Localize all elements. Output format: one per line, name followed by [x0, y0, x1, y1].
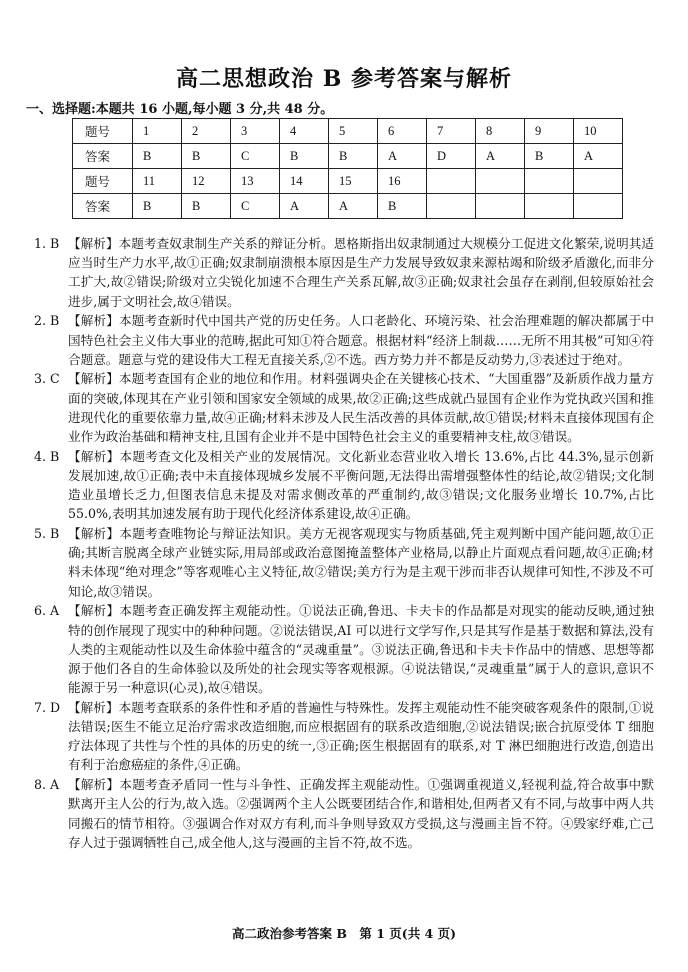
question-number: 5. B — [34, 526, 60, 542]
answer-table-cell: 6 — [378, 119, 427, 144]
answer-table-cell: 1 — [133, 119, 182, 144]
question-number: 8. A — [34, 777, 60, 793]
answer-table-cell: A — [280, 194, 329, 219]
answer-table-cell: B — [525, 144, 574, 169]
answer-table-cell: A — [378, 144, 427, 169]
answer-table-cell: A — [329, 194, 378, 219]
answer-table-cell: 7 — [427, 119, 476, 144]
explanation-item — [34, 311, 654, 369]
question-number: 6. A — [34, 603, 60, 619]
answer-table-cell: 16 — [378, 169, 427, 194]
answer-table-cell — [574, 194, 623, 219]
answer-table-cell: B — [182, 194, 231, 219]
question-number: 3. C — [34, 371, 60, 387]
explanation-item — [34, 369, 654, 446]
document-title: 高二思想政治 B 参考答案与解析 — [176, 66, 512, 92]
answer-table-row-header: 题号 — [73, 119, 133, 144]
explanation-list — [34, 234, 654, 852]
answer-table-row — [73, 144, 623, 169]
answer-table — [72, 118, 623, 219]
question-number: 7. D — [34, 699, 61, 715]
answer-table-row-header: 答案 — [73, 144, 133, 169]
explanation-item — [34, 234, 654, 311]
answer-table-cell — [476, 169, 525, 194]
answer-table-cell: 2 — [182, 119, 231, 144]
answer-table-row-header: 题号 — [73, 169, 133, 194]
explanation-text: 【解析】本题考查矛盾同一性与斗争性、正确发挥主观能动性。①强调重视道义,轻视利益,符合故事中默默离开主人公的行为,故入选。②强调两个主人公既要团结合作,和谐相处,但两者又有不同,与故事中两人共同搬石的情节相符。③强调合作对双方有利,而斗争则导致双方受损,这与漫画主旨不符。④毁家纾难,亡己存人过于强调牺牲自己,成全他人,这与漫画的主旨不符,故不选。 — [68, 777, 654, 850]
answer-table-cell: B — [378, 194, 427, 219]
answer-table-cell — [476, 194, 525, 219]
answer-table-cell: B — [329, 144, 378, 169]
answer-table-cell: B — [280, 144, 329, 169]
answer-table-row — [73, 194, 623, 219]
answer-table-cell — [525, 194, 574, 219]
answer-table-cell: 11 — [133, 169, 182, 194]
answer-table-cell: A — [574, 144, 623, 169]
answer-table-cell: B — [133, 144, 182, 169]
explanation-item — [34, 447, 654, 524]
answer-table-cell: B — [182, 144, 231, 169]
explanation-text: 【解析】本题考查国有企业的地位和作用。材料强调央企在关键核心技术、“大国重器”及新质作战力量方面的突破,体现其在产业引领和国家安全领域的成果,故②正确;这些成就凸显国有企业作为党执政兴国和推进现代化的重要依靠力量,故④正确;材料未涉及人民生活改善的具体贡献,故①错误;材料未直接体现国有企业作为政治基础和精神支柱,且国有企业并不是中国特色社会主义的重要精神支柱,故③错误。 — [68, 371, 654, 445]
answer-table-row — [73, 169, 623, 194]
explanation-text: 【解析】本题考查唯物论与辩证法知识。美方无视客观现实与物质基础,凭主观判断中国产能问题,故①正确;其断言脱离全球产业链实际,用局部或政治意图掩盖整体产业格局,以静止片面观点看问题,故④正确;材料未体现“绝对理念”等客观唯心主义特征,故②错误;美方行为是主观干涉而非否认规律可知性,不涉及不可知论,故③错误。 — [68, 526, 654, 599]
answer-table-cell: B — [133, 194, 182, 219]
answer-table-cell: C — [231, 194, 280, 219]
explanation-text: 【解析】本题考查文化及相关产业的发展情况。文化新业态营业收入增长 13.6%,占比 44.3%,显示创新发展加速,故①正确;表中未直接体现城乡发展不平衡问题,无法得出需增强整体性的结论,故②错误;文化制造业虽增长乏力,但图表信息未提及对需求侧改革的严重制约,故③错误;文化服务业增长 10.7%,占比 55.0%,表明其加速发展有助于现代化经济体系建设,故④正确。 — [68, 448, 654, 522]
explanation-item — [34, 698, 654, 775]
answer-table-cell: 12 — [182, 169, 231, 194]
answer-table-row — [73, 119, 623, 144]
page-footer: 高二政治参考答案 B 第 1 页(共 4 页) — [231, 926, 457, 941]
explanation-text: 【解析】本题考查新时代中国共产党的历史任务。人口老龄化、环境污染、社会治理难题的解决都属于中国特色社会主义伟大事业的范畴,据此可知①符合题意。根据材料“经济上制裁……无所不用其极”可知④符合题意。题意与党的建设伟大工程无直接关系,②不选。西方势力并不都是反动势力,③表述过于绝对。 — [68, 313, 654, 367]
explanation-text: 【解析】本题考查奴隶制生产关系的辩证分析。恩格斯指出奴隶制通过大规模分工促进文化繁荣,说明其适应当时生产力水平,故①正确;奴隶制崩溃根本原因是生产力发展导致奴隶来源枯竭和阶级矛盾激化,而非分工扩大,故②错误;阶级对立尖锐化加速不合理生产关系瓦解,故③正确;奴隶社会虽存在剥削,但较原始社会进步,属于文明社会,故④错误。 — [68, 236, 654, 309]
answer-table-cell: 4 — [280, 119, 329, 144]
explanation-item — [34, 524, 654, 601]
answer-table-cell: C — [231, 144, 280, 169]
question-number: 4. B — [34, 448, 60, 464]
answer-table-cell: 10 — [574, 119, 623, 144]
answer-table-cell: 15 — [329, 169, 378, 194]
answer-table-cell: A — [476, 144, 525, 169]
answer-table-cell: 5 — [329, 119, 378, 144]
question-number: 1. B — [34, 236, 60, 251]
answer-table-cell — [525, 169, 574, 194]
explanation-text: 【解析】本题考查联系的条件性和矛盾的普遍性与特殊性。发挥主观能动性不能突破客观条件的限制,①说法错误;医生不能立足治疗需求改造细胞,而应根据固有的联系改造细胞,②说法错误;嵌合抗原受体 T 细胞疗法体现了共性与个性的具体的历史的统一,③正确;医生根据固有的联系,对 T 淋巴细胞进行改造,创造出有利于治愈癌症的条件,④正确。 — [68, 699, 654, 773]
explanation-item — [34, 775, 654, 852]
section-heading: 一、选择题:本题共 16 小题,每小题 3 分,共 48 分。 — [26, 102, 334, 117]
answer-table-cell: 14 — [280, 169, 329, 194]
answer-table-cell: 8 — [476, 119, 525, 144]
answer-table-row-header: 答案 — [73, 194, 133, 219]
answer-table-cell — [427, 169, 476, 194]
answer-table-cell: 3 — [231, 119, 280, 144]
explanation-item — [34, 601, 654, 697]
answer-table-cell: D — [427, 144, 476, 169]
question-number: 2. B — [34, 313, 60, 329]
answer-table-cell: 13 — [231, 169, 280, 194]
answer-table-cell: 9 — [525, 119, 574, 144]
explanation-text: 【解析】本题考查正确发挥主观能动性。①说法正确,鲁迅、卡夫卡的作品都是对现实的能动反映,通过独特的创作展现了现实中的种种问题。②说法错误,AI 可以进行文学写作,只是其写作是基于数据和算法,没有人类的主观能动性以及生命体验中蕴含的“灵魂重量”。③说法正确,鲁迅和卡夫卡作品中的情感、思想等都源于他们各自的生命体验以及所处的社会现实等客观根源。④说法错误,“灵魂重量”属于人的意识,意识不能源于另一种意识(心灵),故④错误。 — [68, 603, 654, 696]
answer-table-cell — [574, 169, 623, 194]
answer-table-cell — [427, 194, 476, 219]
